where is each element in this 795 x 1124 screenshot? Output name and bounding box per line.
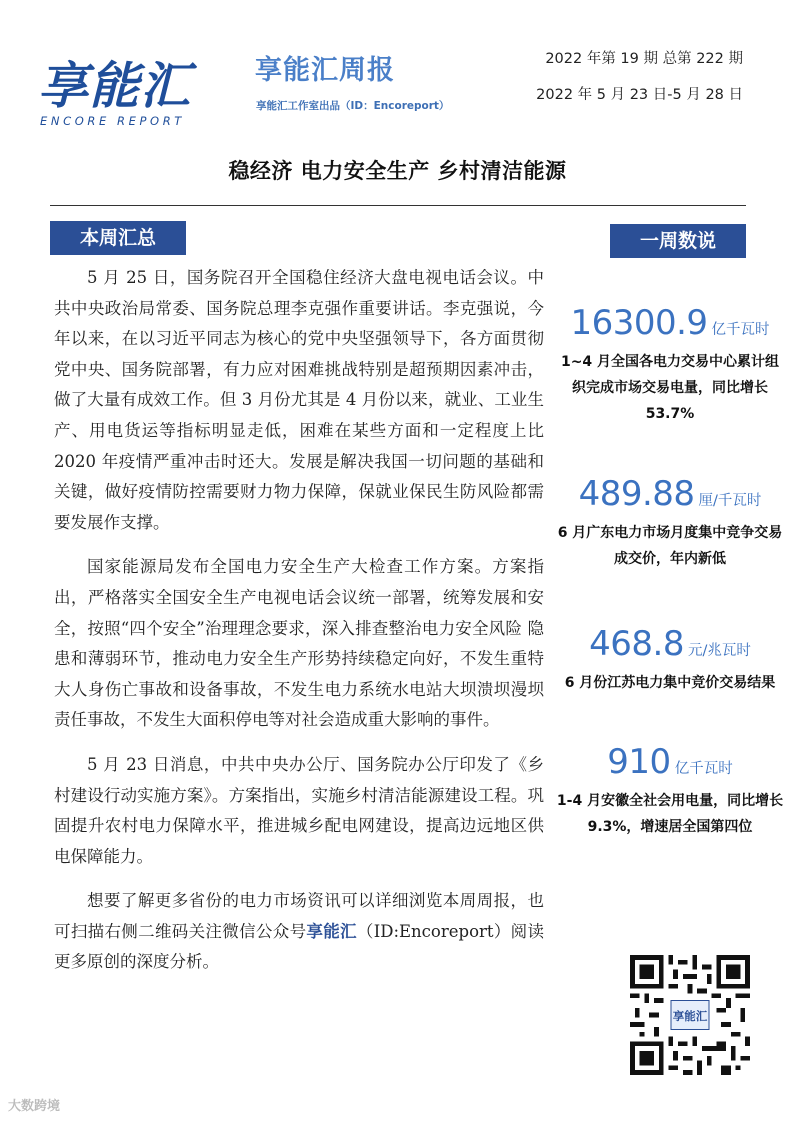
stat-number: 910 [607,742,671,782]
stat-item [550,742,790,840]
stat-value [550,474,790,514]
stat-description: 6 月份江苏电力集中竞价交易结果 [564,675,776,691]
summary-paragraph: 国家能源局发布全国电力安全生产大检查工作方案。方案指出，严格落实全国安全生产电视电话会议统一部署，统筹发展和安全，按照“四个安全”治理理念要求，深入排查整治电力安全风险 隐患和薄弱环节，推动电力安全生产形势持续稳定向好，不发生重特大人身伤亡事故和设备事故，不发生电力系统水电站大坝溃坝漫坝责任事故，不发生大面积停电等对社会造成重大影响的事件。 [54,557,544,730]
summary-paragraph: 5 月 25 日，国务院召开全国稳住经济大盘电视电话会议。中共中央政治局常委、国务院总理李克强作重要讲话。李克强说，今年以来，在以习近平同志为核心的党中央坚强领导下，各方面贯彻党中央、国务院部署，有力应对困难挑战特别是超预期因素冲击，做了大量有成效工作。但 3 月份尤其是 4 月份以来，就业、工业生产、用电货运等指标明显走低，困难在某些方面和一定程度上比 2020 年疫情严重冲击时还大。发展是解决我国一切问题的基础和关键，做好疫情防控需要财力物力保障，保就业保民生防风险都需要发展作支撑。 [54,268,544,532]
issue-number: 2022 年第 19 期 总第 222 期 [545,51,743,67]
stat-unit: 元/兆瓦时 [687,643,751,659]
stat-unit: 亿千瓦时 [674,761,733,777]
stat-number: 468.8 [589,624,684,664]
qr-center-label: 享能汇 [672,1008,708,1023]
stat-item [550,624,790,696]
brand-title: 享能汇周报 [255,55,395,86]
summary-paragraph: 5 月 23 日消息，中共中央办公厅、国务院办公厅印发了《乡村建设行动实施方案》。方案指出，实施乡村清洁能源建设工程。巩固提升农村电力保障水平，推进城乡配电网建设，提高边远地区供电保障能力。 [54,754,544,866]
stat-unit: 亿千瓦时 [711,322,770,338]
closing-text-end: （ID:Encoreport）阅读更多原创的深度分析。 [54,921,544,972]
closing-text: 想要了解更多省份的电力市场资讯可以详细浏览本周周报，也可扫描右侧二维码关注微信公众号 [54,891,544,941]
summary-body [54,263,544,992]
stat-item [550,474,790,572]
date-range: 2022 年 5 月 23 日-5 月 28 日 [536,87,743,103]
stat-value [550,742,790,782]
stat-description: 1~4 月全国各电力交易中心累计组织完成市场交易电量，同比增长 53.7% [560,354,780,422]
stat-value [550,624,790,664]
stat-number: 489.88 [578,474,695,514]
stat-description: 6 月广东电力市场月度集中竞争交易成交价，年内新低 [557,525,783,567]
logo-text: 享能汇 [38,57,191,115]
stat-unit: 厘/千瓦时 [698,493,762,509]
stat-description: 1-4 月安徽全社会用电量，同比增长 9.3%，增速居全国第四位 [556,793,784,835]
brand-logo [38,56,228,134]
header-divider [50,205,746,206]
summary-tag: 本周汇总 [50,221,186,255]
wechat-account-name: 享能汇 [306,921,357,941]
qr-code[interactable] [630,955,750,1075]
stat-item [550,303,790,427]
watermark: 大数跨境 [8,1099,61,1114]
producer-credit: 享能汇工作室出品（ID：Encoreport） [256,100,450,112]
logo-subtext: ENCORE REPORT [40,114,185,128]
page-headline: 稳经济 电力安全生产 乡村清洁能源 [228,159,567,183]
closing-paragraph [54,886,544,978]
stat-number: 16300.9 [570,303,708,343]
stats-tag: 一周数说 [610,224,746,258]
stat-value [550,303,790,343]
